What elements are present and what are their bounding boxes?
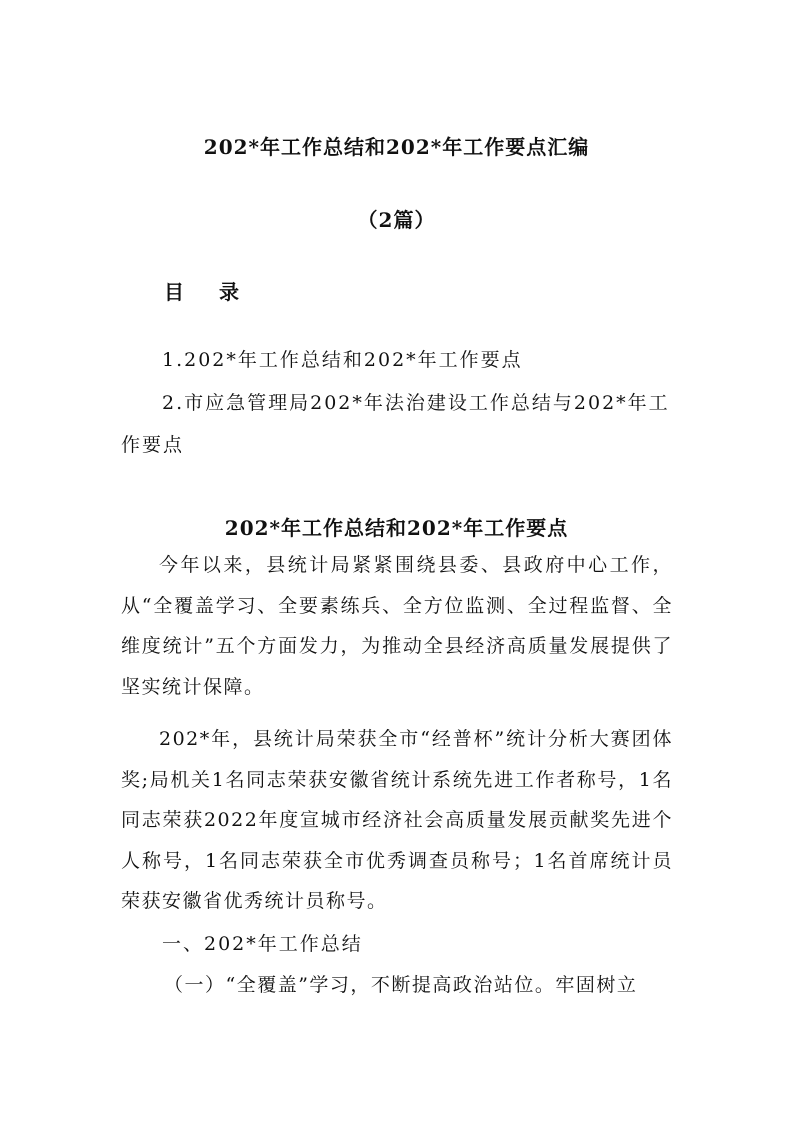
document-subtitle: （2篇） — [357, 208, 436, 232]
document-title: 202*年工作总结和202*年工作要点汇编 — [203, 135, 590, 159]
toc-item-2: 2.市应急管理局202*年法治建设工作总结与202*年工 — [162, 392, 670, 414]
body-paragraph-awards: 202*年，县统计局荣获全市“经普杯”统计分析大赛团体奖;局机关1名同志荣获安徽省统计系统先进工作者称号，1名同志荣获2022年度宣城市经济社会高质量发展贡献奖先进个人称号，1名同志荣获全市优秀调查员称号；1名首席统计员荣获安徽省优秀统计员称号。 — [121, 728, 673, 912]
body-paragraph-intro: 今年以来，县统计局紧紧围绕县委、县政府中心工作，从“全覆盖学习、全要素练兵、全方位监测、全过程监督、全维度统计”五个方面发力，为推动全县经济高质量发展提供了坚实统计保障。 — [121, 554, 673, 698]
heading-level-1: 一、202*年工作总结 — [162, 933, 363, 955]
section-title: 202*年工作总结和202*年工作要点 — [224, 516, 569, 540]
heading-level-2: （一）“全覆盖”学习，不断提高政治站位。牢固树立 — [164, 974, 638, 996]
toc-heading: 目 录 — [164, 280, 253, 304]
toc-item-1: 1.202*年工作总结和202*年工作要点 — [162, 349, 523, 371]
toc-item-2-continued: 作要点 — [121, 434, 185, 456]
